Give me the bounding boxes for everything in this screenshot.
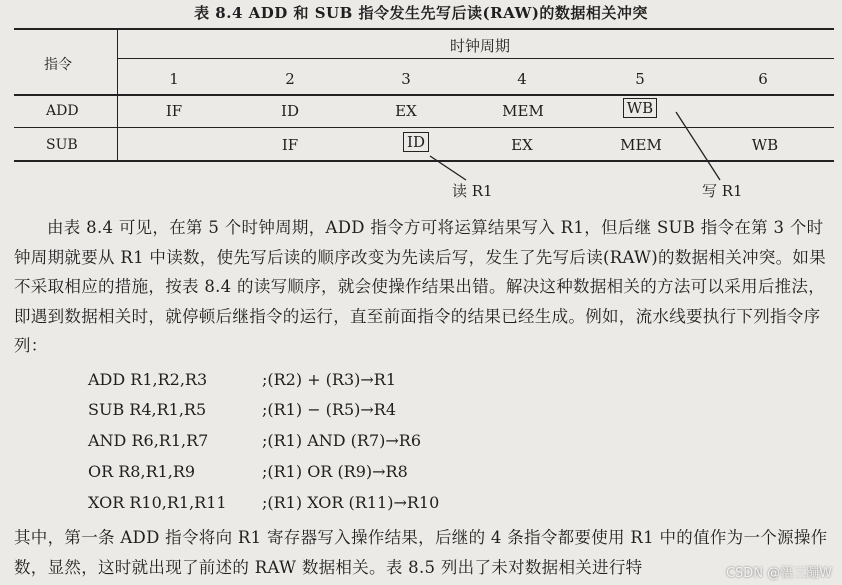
code-line: [88, 370, 648, 394]
write-leader-line: [676, 112, 720, 180]
read-annotation: 读 R1: [452, 182, 493, 200]
instr-header: 指令: [44, 57, 72, 73]
code-comment: ;(R1) − (R5)→R4: [262, 400, 397, 419]
add-stage: EX: [395, 102, 417, 120]
cycle-number: 6: [758, 70, 768, 88]
add-stage: ID: [281, 102, 299, 120]
row-label-sub: SUB: [46, 137, 78, 153]
code-line: [88, 400, 648, 424]
sub-stage: EX: [511, 136, 533, 154]
sub-id-box: ID: [403, 132, 429, 152]
add-stage: MEM: [502, 102, 544, 120]
add-wb-box: WB: [623, 98, 657, 118]
sub-stage: MEM: [620, 136, 662, 154]
code-instruction: ADD R1,R2,R3: [88, 370, 208, 389]
code-line: [88, 431, 648, 455]
code-instruction: SUB R4,R1,R5: [88, 400, 207, 419]
code-line: [88, 493, 648, 517]
table-caption: 表 8.4 ADD 和 SUB 指令发生先写后读(RAW)的数据相关冲突: [194, 4, 648, 22]
code-instruction: OR R8,R1,R9: [88, 462, 196, 481]
cycle-number: 2: [285, 70, 295, 88]
sub-stage: IF: [281, 136, 299, 154]
watermark: CSDN @悟三蹦W: [725, 566, 832, 581]
code-comment: ;(R2) + (R3)→R1: [262, 370, 397, 389]
cycle-number: 1: [169, 70, 179, 88]
code-instruction: AND R6,R1,R7: [88, 431, 209, 450]
annotation-leaders: [0, 0, 842, 200]
add-stage: IF: [165, 102, 183, 120]
read-leader-line: [430, 156, 466, 180]
code-comment: ;(R1) XOR (R11)→R10: [262, 493, 440, 512]
row-label-add: ADD: [46, 103, 79, 119]
code-comment: ;(R1) AND (R7)→R6: [262, 431, 421, 450]
code-line: [88, 462, 648, 486]
cycle-number: 3: [401, 70, 411, 88]
cycle-header: 时钟周期: [449, 37, 510, 55]
cycle-number: 5: [635, 70, 645, 88]
body-paragraph: 由表 8.4 可见，在第 5 个时钟周期，ADD 指令方可将运算结果写入 R1，但后继 SUB 指令在第 3 个时钟周期就要从 R1 中读数，使先写后读的顺序改变为先读后写，发生了先写后读(RAW)的数据相关冲突。如果不采取相应的措施，按表 8.4 的读写顺序，就会使操作结果出错。解决这种数据相关的方法可以采用后推法，即遇到数据相关时，就停顿后继指令的运行，直至前面指令的结果已经生成。例如，流水线要执行下列指令序列：: [14, 218, 827, 355]
sub-stage: WB: [751, 136, 779, 154]
cycle-number: 4: [517, 70, 527, 88]
code-comment: ;(R1) OR (R9)→R8: [262, 462, 408, 481]
write-annotation: 写 R1: [702, 182, 743, 200]
closing-paragraph: 其中，第一条 ADD 指令将向 R1 寄存器写入操作结果，后继的 4 条指令都要使用 R1 中的值作为一个源操作数，显然，这时就出现了前述的 RAW 数据相关。表 8.5 列出了未对数据相关进行特: [14, 528, 828, 577]
code-instruction: XOR R10,R1,R11: [88, 493, 227, 512]
